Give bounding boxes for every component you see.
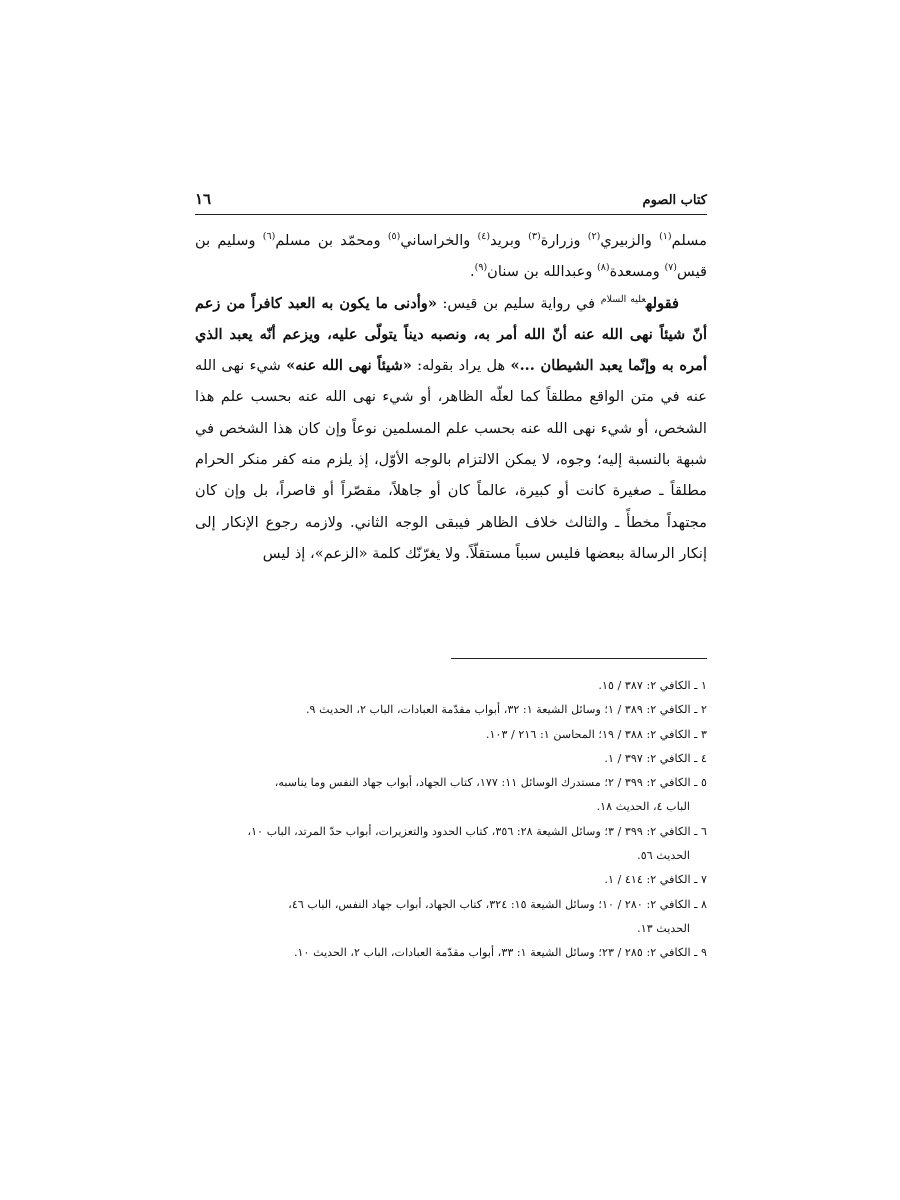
chapter-title: كتاب الصوم: [642, 193, 707, 208]
footnote-separator: [451, 658, 707, 659]
footnote-ref: (٤): [477, 231, 491, 243]
footnote: ١ ـ الكافي ٢: ٣٨٧ / ١٥.: [598, 679, 707, 692]
footnote: ٣ ـ الكافي ٢: ٣٨٨ / ١٩؛ المحاسن ١: ٢١٦ / ١٠٣.: [485, 727, 707, 741]
text-run: فقوله: [645, 294, 679, 312]
footnote-ref: (٣): [528, 231, 541, 243]
footnote: ٩ ـ الكافي ٢: ٢٨٥ / ٢٣؛ وسائل الشيعة ١: ٣٣، أبواب مقدّمة العبادات، الباب ٢، الحديث ١٠.: [293, 946, 707, 960]
footnote: ٢ ـ الكافي ٢: ٣٨٩ / ١؛ وسائل الشيعة ١: ٣٢، أبواب مقدّمة العبادات، الباب ٢، الحديث ٩.: [305, 703, 707, 717]
footnote-ref: (٨): [597, 262, 610, 274]
page-number: ١٦: [195, 190, 212, 208]
footnote: ٨ ـ الكافي ٢: ٢٨٠ / ١٠؛ وسائل الشيعة ١٥: ٣٢٤، كتاب الجهاد، أبواب جهاد النفس، الباب ٤٦، الحديث ١٣.: [288, 897, 707, 935]
main-text: [195, 225, 707, 569]
book-page: [195, 188, 707, 960]
narrator: ومحمّد بن مسلم: [275, 232, 381, 249]
footnote-ref: (٩): [474, 262, 488, 274]
footnote-ref: (٢): [587, 231, 601, 243]
hadith-quote: «وأدنى ما يكون به العبد كافراً من زعم أنّ شيئاً نهى الله عنه أنّ الله أمر به، ونصبه ديناً يتولّى عليه، ويزعم أنّه يعبد الذي أمره به وإنّما يعبد الشيطان ...»: [195, 294, 707, 375]
quoted-phrase: «شيئاً نهى الله عنه»: [286, 357, 412, 375]
footnote: ٦ ـ الكافي ٢: ٣٩٩ / ٣؛ وسائل الشيعة ٢٨: ٣٥٦، كتاب الحدود والتعزيرات، أبواب حدّ المرتد، الباب ١٠، الحديث ٥٦.: [247, 824, 707, 863]
footnote-ref: (٧): [664, 262, 677, 274]
narrator: مسلم: [671, 232, 707, 249]
running-header: [195, 188, 707, 215]
narrator: والخراساني: [400, 232, 471, 249]
footnote-ref: (٦): [262, 231, 276, 243]
text-run: في رواية سليم بن قيس:: [436, 294, 601, 312]
paragraph: [195, 288, 707, 570]
narrator-list: مسلم$^{(١)}$ والزبيري$^{(٢)}$ وزرارة$^{(٣)}$ وبريد$^{(٤)}$ والخراساني$^{(٥)}$ ومحمّد بن مسلم$^{(٦)}$ وسليم بن قيس$^{(٧)}$ ومسعدة$^{(٨)}$ وعبدالله بن سنان$^{(٩)}$.: [195, 231, 707, 281]
narrator: وعبدالله بن سنان: [487, 263, 593, 281]
honorific-glyph: عليه السلام: [600, 293, 646, 305]
narrator: وسليم بن قيس: [195, 232, 707, 281]
narrator: والزبيري: [600, 232, 652, 249]
text-run: هل يراد بقوله:: [411, 357, 511, 375]
narrator: وبريد: [490, 232, 521, 249]
narrator: ومسعدة: [609, 263, 660, 281]
footnote: ٥ ـ الكافي ٢: ٣٩٩ / ٢؛ مستدرك الوسائل ١١: ١٧٧، كتاب الجهاد، أبواب جهاد النفس وما يناسبه، الباب ٤، الحديث ١٨.: [274, 776, 707, 814]
narrator: وزرارة: [540, 232, 581, 249]
text-run: شيء نهى الله عنه في متن الواقع مطلقاً كما لعلّه الظاهر، أو شيء نهى الله عنه بحسب علم هذا الشخص، أو شيء نهى الله عنه بحسب علم المسلمين نوعاً وإن كان هذا الشخص في شبهة بالنسبة إليه؛ وجوه، لا يمكن الالتزام بالوجه الأوّل، إذ يلزم منه كفر منكر الحرام مطلقاً ـ صغيرة كانت أو كبيرة، عالماً كان أو جاهلاً، مقصّراً أو قاصراً، بل وإن كان مجتهداً مخطأً ـ والثالث خلاف الظاهر فيبقى الوجه الثاني. ولازمه رجوع الإنكار إلى إنكار الرسالة ببعضها فليس سبباً مستقلّاً. ولا يغرّنّك كلمة «الزعم»، إذ ليس: [195, 357, 707, 562]
footnote: ٤ ـ الكافي ٢: ٣٩٧ / ١.: [604, 751, 707, 765]
footnote-ref: (١): [659, 231, 672, 243]
footnote: ٧ ـ الكافي ٢: ٤١٤ / ١.: [604, 873, 707, 887]
footnote-ref: (٥): [387, 231, 401, 243]
footnotes: [195, 674, 707, 966]
